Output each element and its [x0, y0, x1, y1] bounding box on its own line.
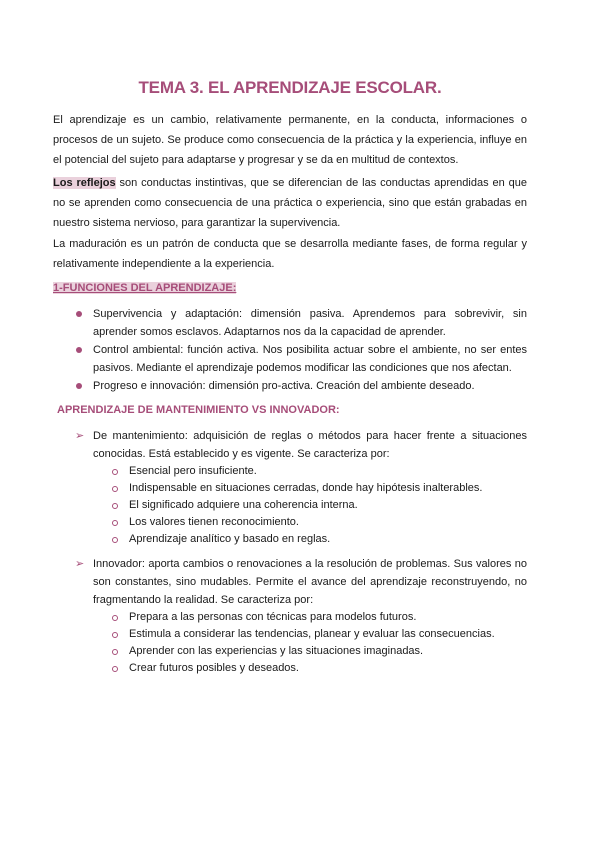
list-item-text: Crear futuros posibles y deseados. — [129, 662, 299, 674]
bullet-icon — [76, 311, 82, 317]
list-item — [93, 377, 527, 395]
list-item-text: Indispensable en situaciones cerradas, donde hay hipótesis inalterables. — [129, 482, 483, 494]
list-item — [129, 514, 527, 531]
list-item — [129, 480, 527, 497]
list-item — [129, 626, 527, 643]
list-item-text: Los valores tienen reconocimiento. — [129, 516, 299, 528]
list-item-text: Supervivencia y adaptación: dimensión pasiva. Aprendemos para sobrevivir, sin aprender somos esclavos. Adaptarnos nos da la capacidad de aprender. — [93, 308, 527, 338]
section-heading-mantenimiento-vs-innovador: APRENDIZAJE DE MANTENIMIENTO VS INNOVADOR: — [57, 404, 340, 416]
arrow-bullet-icon: ➢ — [75, 429, 85, 442]
bullet-icon — [76, 347, 82, 353]
list-item — [129, 609, 527, 626]
innovador-characteristics-list — [129, 609, 527, 677]
mantenimiento-characteristics-list — [129, 463, 527, 548]
list-item-text: Prepara a las personas con técnicas para modelos futuros. — [129, 611, 417, 623]
list-item-text: Progreso e innovación: dimensión pro-activa. Creación del ambiente deseado. — [93, 380, 475, 392]
list-item-text: Aprendizaje analítico y basado en reglas. — [129, 533, 331, 545]
arrow-bullet-icon: ➢ — [75, 557, 85, 570]
innovador-block — [75, 555, 527, 677]
hollow-circle-bullet-icon — [112, 632, 118, 638]
mantenimiento-description — [75, 427, 527, 463]
list-item — [93, 305, 527, 341]
list-item-text: Esencial pero insuficiente. — [129, 465, 257, 477]
list-item-text: Aprender con las experiencias y las situaciones imaginadas. — [129, 645, 424, 657]
hollow-circle-bullet-icon — [112, 666, 118, 672]
list-item — [129, 643, 527, 660]
bullet-icon — [76, 383, 82, 389]
list-item-text: Estimula a considerar las tendencias, planear y evaluar las consecuencias. — [129, 628, 495, 640]
list-item — [129, 531, 527, 548]
section-heading-funciones: 1-FUNCIONES DEL APRENDIZAJE: — [53, 282, 237, 294]
list-item — [93, 341, 527, 377]
hollow-circle-bullet-icon — [112, 469, 118, 475]
reflejos-text: son conductas instintivas, que se diferencian de las conductas aprendidas en que no se aprenden como consecuencia de una práctica o experiencia, sino que están grabadas en nuestro sistema nervioso, para garantizar la supervivencia. — [53, 177, 528, 229]
intro-paragraph-reflejos — [53, 173, 527, 233]
innovador-description — [75, 555, 527, 609]
mantenimiento-block — [75, 427, 527, 548]
hollow-circle-bullet-icon — [112, 649, 118, 655]
intro-paragraph-maduracion: La maduración es un patrón de conducta que se desarrolla mediante fases, de forma regular y relativamente independiente a la experiencia. — [53, 238, 527, 270]
highlighted-term: Los reflejos — [53, 177, 116, 189]
page-title: TEMA 3. EL APRENDIZAJE ESCOLAR. — [138, 78, 442, 97]
funciones-list — [93, 305, 527, 395]
hollow-circle-bullet-icon — [112, 486, 118, 492]
list-item-text: El significado adquiere una coherencia interna. — [129, 499, 358, 511]
list-item — [129, 497, 527, 514]
mantenimiento-text: De mantenimiento: adquisición de reglas o métodos para hacer frente a situaciones conocidas. Está establecido y es vigente. Se caracteriza por: — [93, 430, 527, 460]
hollow-circle-bullet-icon — [112, 615, 118, 621]
hollow-circle-bullet-icon — [112, 503, 118, 509]
list-item — [129, 660, 527, 677]
list-item — [129, 463, 527, 480]
list-item-text: Control ambiental: función activa. Nos posibilita actuar sobre el ambiente, no ser entes pasivos. Mediante el aprendizaje podemos modificar las condiciones que nos afectan. — [93, 344, 527, 374]
hollow-circle-bullet-icon — [112, 520, 118, 526]
intro-paragraph-aprendizaje: El aprendizaje es un cambio, relativamente permanente, en la conducta, informaciones o procesos de un sujeto. Se produce como consecuencia de la práctica y la experiencia, influye en el potencial del sujeto para adaptarse y progresar y se da en multitud de contextos. — [53, 114, 527, 166]
hollow-circle-bullet-icon — [112, 537, 118, 543]
innovador-text: Innovador: aporta cambios o renovaciones a la resolución de problemas. Sus valores no son constantes, sino mudables. Permite el avance del aprendizaje reconstruyendo, no fragmentando la realidad. Se caracteriza por: — [93, 558, 527, 606]
